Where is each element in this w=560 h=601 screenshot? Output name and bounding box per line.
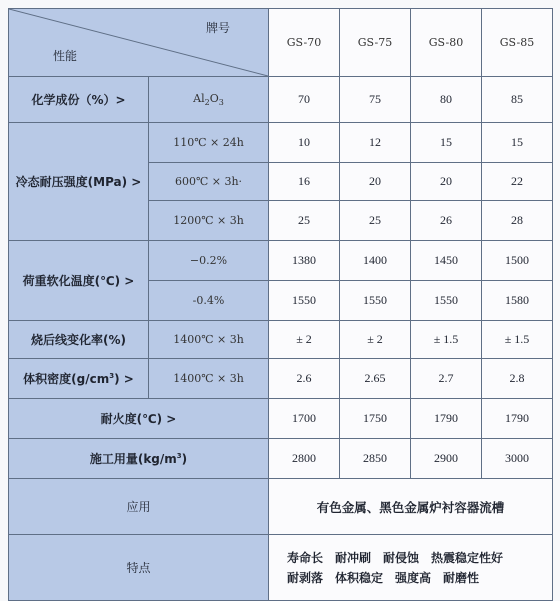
table-row — [9, 77, 553, 123]
row-label-ccs: 冷态耐压强度(MPa) > — [9, 123, 149, 241]
value-cell: 2800 — [269, 439, 340, 479]
table-row — [9, 399, 553, 439]
value-cell: 1700 — [269, 399, 340, 439]
condition-cell: 1200℃ × 3h — [149, 201, 269, 241]
table-row — [9, 241, 553, 281]
value-cell: 1380 — [269, 241, 340, 281]
row-label-refractoriness: 耐火度(℃) > — [9, 399, 269, 439]
value-cell: 1400 — [340, 241, 411, 281]
value-cell: 1500 — [482, 241, 553, 281]
value-cell: 2.8 — [482, 359, 553, 399]
brand-header-label: 牌号 — [205, 21, 230, 35]
row-label-plc: 烧后线变化率(%) — [9, 321, 149, 359]
value-cell: 25 — [340, 201, 411, 241]
value-cell: 2.6 — [269, 359, 340, 399]
features-text — [269, 535, 553, 601]
row-label-application: 应用 — [9, 479, 269, 535]
value-cell: ± 2 — [269, 321, 340, 359]
features-line-1: 寿命长 耐冲刷 耐侵蚀 热震稳定性好 — [287, 550, 504, 565]
value-cell: 1450 — [411, 241, 482, 281]
value-cell: 75 — [340, 77, 411, 123]
grade-header-1: GS-70 — [269, 9, 340, 77]
grade-header-2: GS-75 — [340, 9, 411, 77]
value-cell: 85 — [482, 77, 553, 123]
application-text: 有色金属、黑色金属炉衬容器流槽 — [269, 479, 553, 535]
value-cell: 25 — [269, 201, 340, 241]
row-label-usage: 施工用量$(kg/m^3)$ — [9, 439, 269, 479]
value-cell: ± 1.5 — [411, 321, 482, 359]
value-cell: 12 — [340, 123, 411, 163]
grade-header-3: GS-80 — [411, 9, 482, 77]
condition-cell: -0.4% — [149, 281, 269, 321]
features-line-2: 耐剥落 体积稳定 强度高 耐磨性 — [287, 570, 480, 585]
table-row — [9, 439, 553, 479]
value-cell: 1550 — [411, 281, 482, 321]
value-cell: 28 — [482, 201, 553, 241]
value-cell: 10 — [269, 123, 340, 163]
table-row — [9, 479, 553, 535]
value-cell: 1550 — [269, 281, 340, 321]
value-cell: 2850 — [340, 439, 411, 479]
value-cell: ± 2 — [340, 321, 411, 359]
value-cell: 3000 — [482, 439, 553, 479]
condition-cell: −0.2% — [149, 241, 269, 281]
value-cell: ± 1.5 — [482, 321, 553, 359]
table-row — [9, 321, 553, 359]
value-cell: 1790 — [411, 399, 482, 439]
value-cell: 26 — [411, 201, 482, 241]
condition-cell: $Al_2O_3$ — [149, 77, 269, 123]
value-cell: 1550 — [340, 281, 411, 321]
condition-cell: 600℃ × 3h· — [149, 163, 269, 201]
value-cell: 15 — [482, 123, 553, 163]
value-cell: 16 — [269, 163, 340, 201]
value-cell: 15 — [411, 123, 482, 163]
value-cell: 2900 — [411, 439, 482, 479]
value-cell: 2.7 — [411, 359, 482, 399]
table-row — [9, 123, 553, 163]
value-cell: 22 — [482, 163, 553, 201]
value-cell: 2.65 — [340, 359, 411, 399]
spec-sheet — [8, 8, 552, 592]
header-row — [9, 9, 553, 77]
table-row — [9, 535, 553, 601]
row-label-density: 体积密度$(g/cm^3)$ > — [9, 359, 149, 399]
row-label-features: 特点 — [9, 535, 269, 601]
value-cell: 20 — [340, 163, 411, 201]
value-cell: 70 — [269, 77, 340, 123]
value-cell: 1580 — [482, 281, 553, 321]
row-label-rul: 荷重软化温度(℃) > — [9, 241, 149, 321]
value-cell: 80 — [411, 77, 482, 123]
table-row — [9, 359, 553, 399]
condition-cell: 1400℃ × 3h — [149, 359, 269, 399]
value-cell: 1750 — [340, 399, 411, 439]
condition-cell: 1400℃ × 3h — [149, 321, 269, 359]
header-corner-cell — [9, 9, 269, 77]
row-label-chemical: 化学成份（%）> — [9, 77, 149, 123]
property-header-label: 性能 — [53, 49, 78, 63]
value-cell: 1790 — [482, 399, 553, 439]
grade-header-4: GS-85 — [482, 9, 553, 77]
condition-cell: 110℃ × 24h — [149, 123, 269, 163]
value-cell: 20 — [411, 163, 482, 201]
spec-table — [8, 8, 553, 601]
